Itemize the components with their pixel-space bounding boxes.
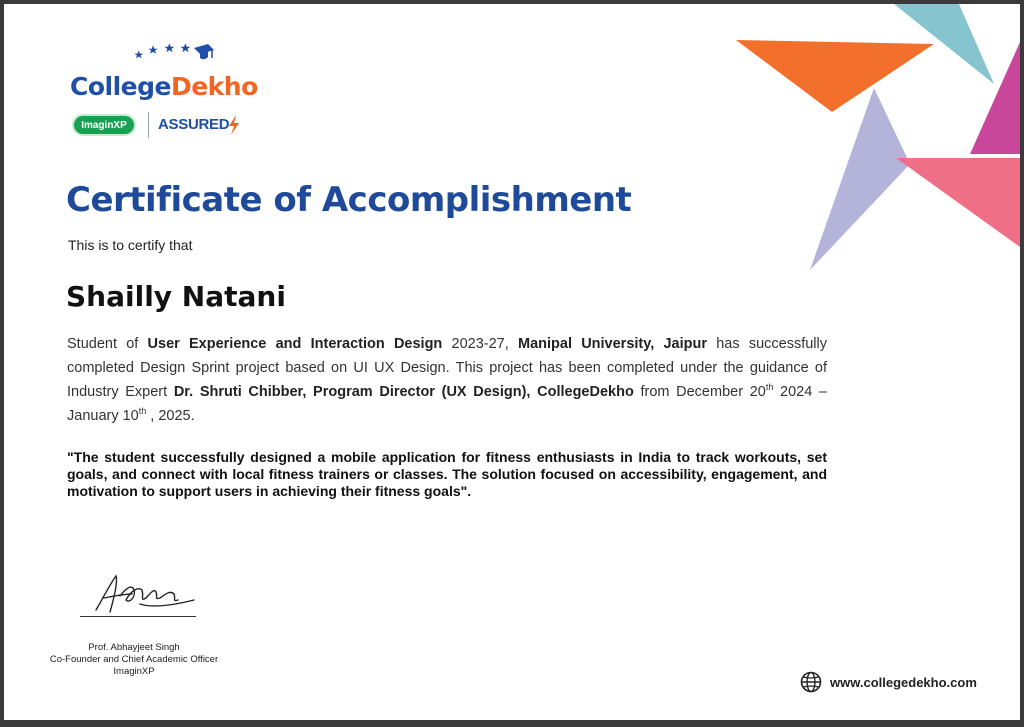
handwritten-signature — [80, 570, 200, 618]
signatory-org: ImaginXP — [113, 666, 155, 677]
website-url[interactable]: www.collegedekho.com — [830, 674, 977, 690]
signatory-name: Prof. Abhayjeet Singh — [88, 642, 180, 653]
logo-wordmark — [70, 72, 258, 102]
logo-divider — [148, 112, 149, 138]
cyan-triangle — [894, 4, 994, 84]
lightning-bolt-icon — [228, 115, 240, 135]
orange-triangle — [736, 40, 934, 112]
org-name: CollegeDekho — [537, 384, 634, 400]
logo-word-dekho: Dekho — [170, 72, 258, 101]
certify-intro: This is to certify that — [68, 237, 193, 253]
signature-block — [34, 564, 234, 684]
lavender-triangle — [810, 88, 910, 270]
magenta-triangle — [970, 42, 1020, 154]
collegedekho-logo — [68, 38, 268, 148]
recipient-name: Shailly Natani — [66, 280, 286, 313]
globe-icon — [800, 671, 822, 693]
assured-label: ASSURED — [158, 116, 230, 133]
signature-line — [80, 616, 196, 617]
certificate-title: Certificate of Accomplishment — [66, 180, 632, 220]
program-name: User Experience and Interaction Design — [147, 336, 443, 352]
signatory-details — [34, 642, 234, 678]
pink-triangle — [896, 158, 1020, 247]
signatory-role: Co-Founder and Chief Academic Officer — [49, 654, 219, 665]
project-quote: "The student successfully designed a mobile application for fitness enthusiasts in India to track workouts, set goals, and connect with local fitness trainers or classes. The solution focused on accessibility, engagement, and motivation to support users in achieving their fitness goals". — [67, 449, 827, 499]
certificate-body: Student of User Experience and Interaction Design 2023-27, Manipal University, Jaipur has successfully completed Design Sprint project based on UI UX Design. This project has been completed under the guidance of Industry Expert Dr. Shruti Chibber, Program Director (UX Design), CollegeDekho from December 20th 2024 – January 10th , 2025. — [67, 336, 828, 424]
expert-name: Dr. Shruti Chibber, Program Director (UX Design), — [173, 384, 531, 400]
certificate-page — [4, 4, 1020, 720]
stars-cap-icon — [134, 42, 214, 68]
imaginxp-label: ImaginXP — [81, 119, 127, 131]
university-name: Manipal University, Jaipur — [518, 336, 708, 352]
imaginxp-badge — [72, 114, 136, 136]
website-footer — [800, 670, 977, 694]
logo-word-college: College — [70, 72, 171, 101]
partner-logos — [72, 110, 272, 140]
